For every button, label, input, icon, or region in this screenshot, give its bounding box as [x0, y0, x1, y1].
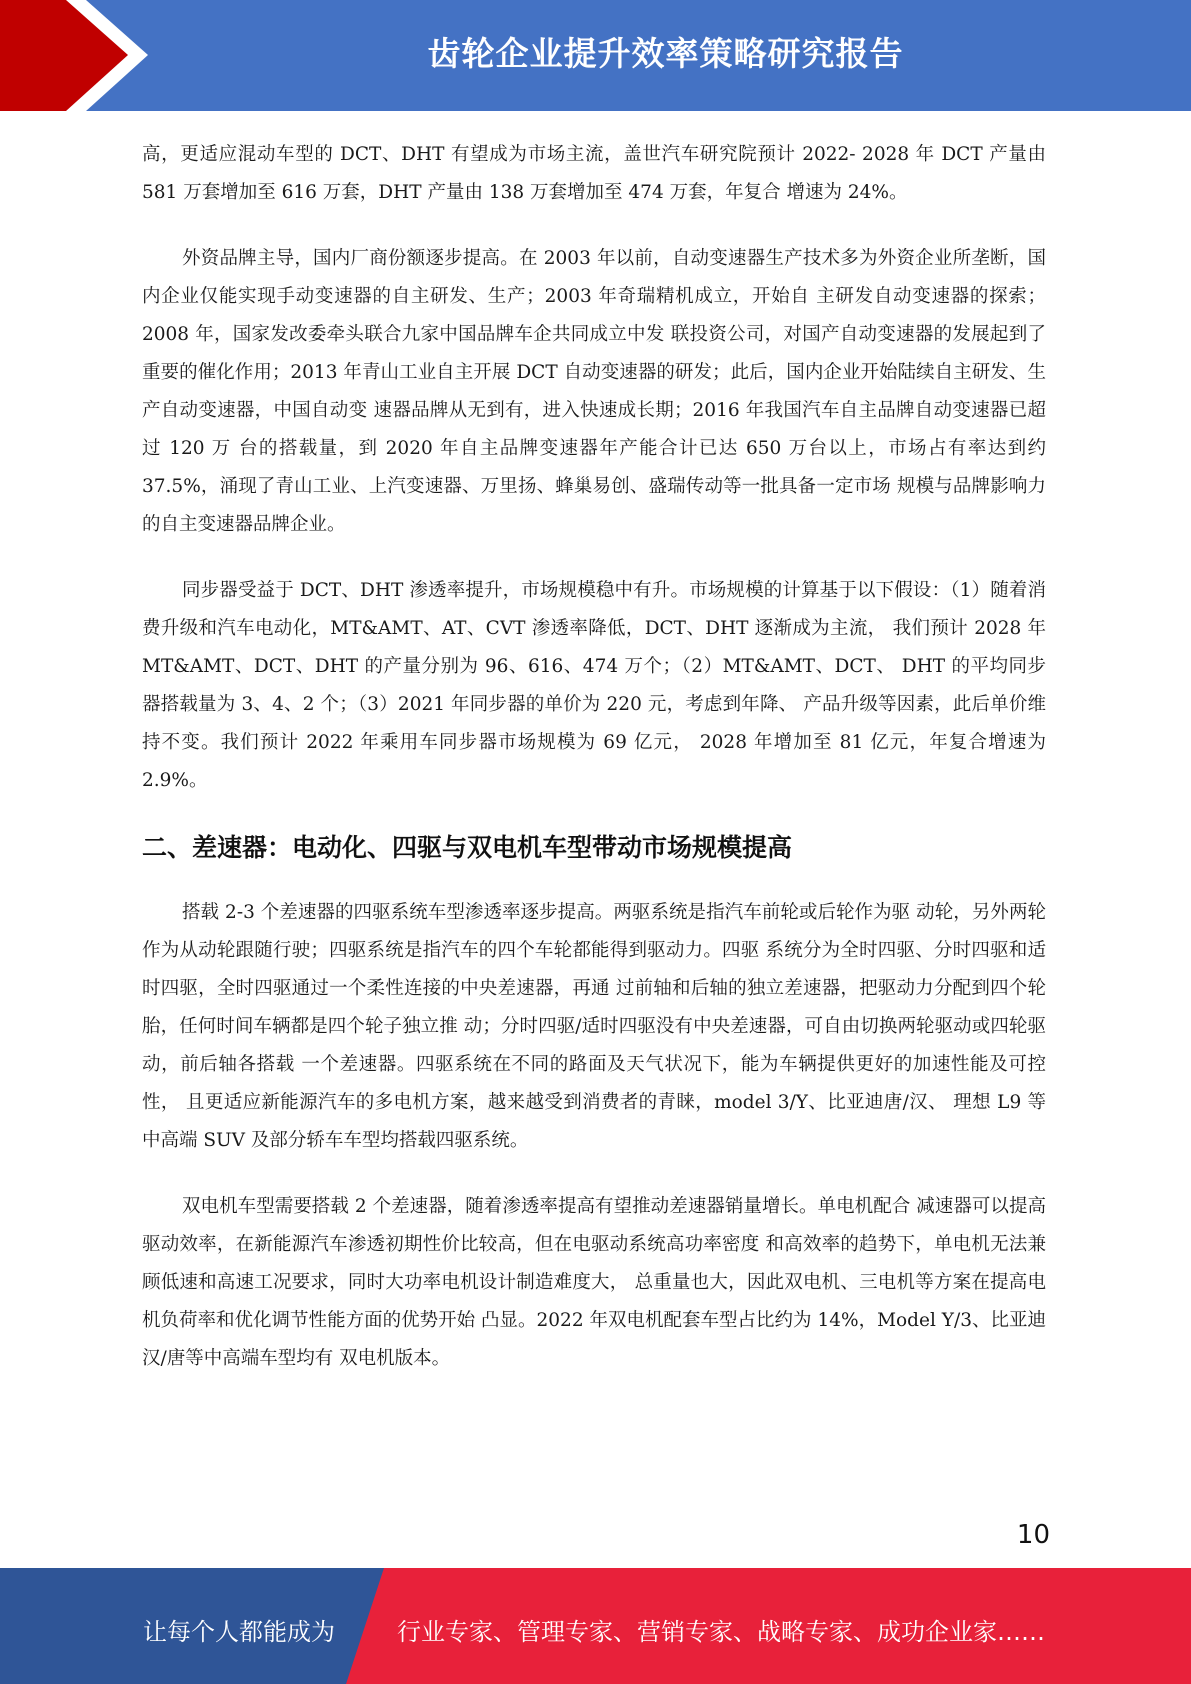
- body-paragraph: 高，更适应混动车型的 DCT、DHT 有望成为市场主流，盖世汽车研究院预计 2022- 2028 年 DCT 产量由 581 万套增加至 616 万套，DHT 产量由 138 万套增加至 474 万套，年复合 增速为 24%。: [142, 144, 1046, 203]
- page-header: [0, 0, 1191, 111]
- body-paragraph: 搭载 2-3 个差速器的四驱系统车型渗透率逐步提高。两驱系统是指汽车前轮或后轮作为驱 动轮，另外两轮作为从动轮跟随行驶；四驱系统是指汽车的四个车轮都能得到驱动力。四驱 系统分为全时四驱、分时四驱和适时四驱，全时四驱通过一个柔性连接的中央差速器，再通 过前轴和后轴的独立差速器，把驱动力分配到四个轮胎，任何时间车辆都是四个轮子独立推 动；分时四驱/适时四驱没有中央差速器，可自由切换两轮驱动或四轮驱动，前后轴各搭载 一个差速器。四驱系统在不同的路面及天气状况下，能为车辆提供更好的加速性能及可控性， 且更适应新能源汽车的多电机方案，越来越受到消费者的青睐，model 3/Y、比亚迪唐/汉、 理想 L9 等中高端 SUV 及部分轿车车型均搭载四驱系统。: [142, 902, 1046, 1151]
- page-footer: [0, 1568, 1191, 1684]
- body-paragraph: 双电机车型需要搭载 2 个差速器，随着渗透率提高有望推动差速器销量增长。单电机配合 减速器可以提高驱动效率，在新能源汽车渗透初期性价比较高，但在电驱动系统高功率密度 和高效率的趋势下，单电机无法兼顾低速和高速工况要求，同时大功率电机设计制造难度大， 总重量也大，因此双电机、三电机等方案在提高电机负荷率和优化调节性能方面的优势开始 凸显。2022 年双电机配套车型占比约为 14%，Model Y/3、比亚迪汉/唐等中高端车型均有 双电机版本。: [142, 1196, 1046, 1369]
- footer-slogan-left: 让每个人都能成为: [143, 1618, 335, 1646]
- document-body: [142, 136, 1046, 1406]
- footer-slogan-right: 行业专家、管理专家、营销专家、战略专家、成功企业家……: [397, 1618, 1045, 1646]
- page-number: 10: [1016, 1520, 1050, 1550]
- section-heading: 二、差速器：电动化、四驱与双电机车型带动市场规模提高: [142, 833, 793, 862]
- report-title: 齿轮企业提升效率策略研究报告: [427, 34, 904, 73]
- body-paragraph: 外资品牌主导，国内厂商份额逐步提高。在 2003 年以前，自动变速器生产技术多为外资企业所垄断，国内企业仅能实现手动变速器的自主研发、生产；2003 年奇瑞精机成立，开始自 主研发自动变速器的探索；2008 年，国家发改委牵头联合九家中国品牌车企共同成立中发 联投资公司，对国产自动变速器的发展起到了重要的催化作用；2013 年青山工业自主开展 DCT 自动变速器的研发；此后，国内企业开始陆续自主研发、生产自动变速器，中国自动变 速器品牌从无到有，进入快速成长期；2016 年我国汽车自主品牌自动变速器已超过 120 万 台的搭载量，到 2020 年自主品牌变速器年产能合计已达 650 万台以上，市场占有率达到约 37.5%，涌现了青山工业、上汽变速器、万里扬、蜂巢易创、盛瑞传动等一批具备一定市场 规模与品牌影响力的自主变速器品牌企业。: [142, 248, 1046, 535]
- body-paragraph: 同步器受益于 DCT、DHT 渗透率提升，市场规模稳中有升。市场规模的计算基于以下假设：（1）随着消费升级和汽车电动化，MT&AMT、AT、CVT 渗透率降低，DCT、DHT 逐渐成为主流， 我们预计 2028 年 MT&AMT、DCT、DHT 的产量分别为 96、616、474 万个；（2）MT&AMT、DCT、 DHT 的平均同步器搭载量为 3、4、2 个；（3）2021 年同步器的单价为 220 元，考虑到年降、 产品升级等因素，此后单价维持不变。我们预计 2022 年乘用车同步器市场规模为 69 亿元， 2028 年增加至 81 亿元，年复合增速为 2.9%。: [142, 580, 1046, 791]
